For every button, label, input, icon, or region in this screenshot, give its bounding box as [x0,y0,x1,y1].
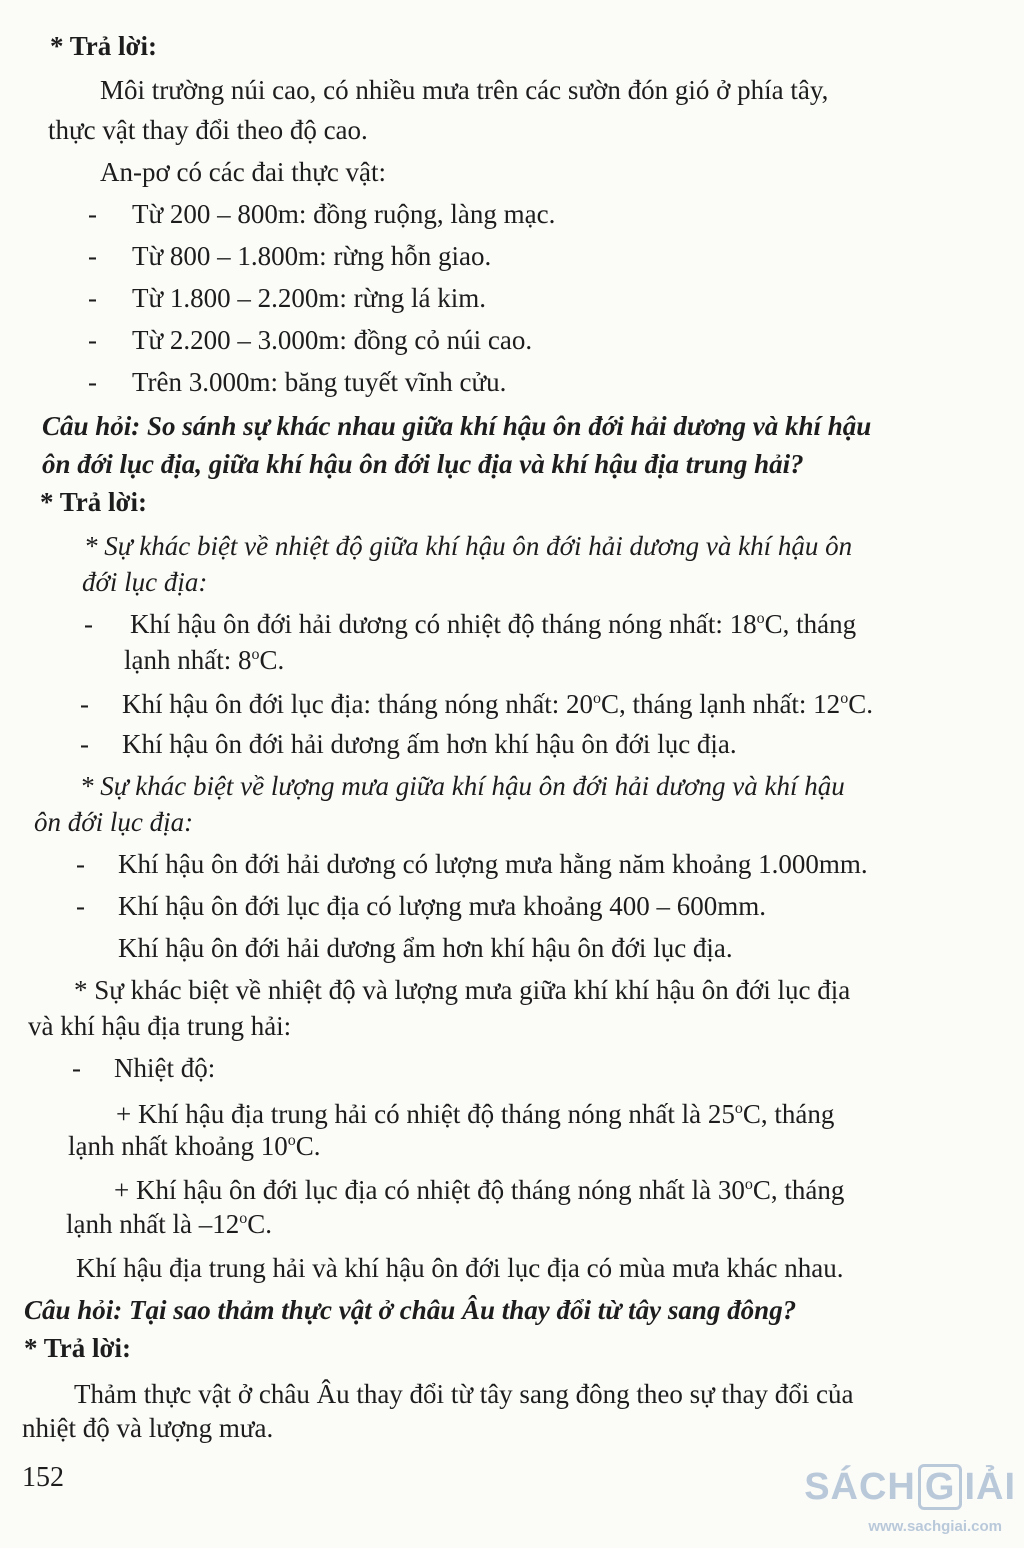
list-bullet: - [88,199,97,229]
section-title: * Sự khác biệt về nhiệt độ giữa khí hậu ôn đới hải dương và khí hậu ôn [84,531,853,561]
list-bullet: - [80,729,89,759]
list-bullet: - [88,367,97,397]
watermark-text: IẢI [964,1466,1016,1508]
paragraph-line: An-pơ có các đai thực vật: [100,157,387,187]
list-bullet: - [88,325,97,355]
degree-symbol: o [744,1176,753,1193]
list-item: Khí hậu ôn đới lục địa: tháng nóng nhất: 20$^o$C, tháng lạnh nhất: 12$^o$C. [122,689,873,719]
list-item: Từ 200 – 800m: đồng ruộng, làng mạc. [132,199,556,229]
page-number: 152 [22,1462,64,1493]
section-title: * Sự khác biệt về lượng mưa giữa khí hậu ôn đới hải dương và khí hậu [80,771,845,801]
paragraph-line: lạnh nhất khoảng 10$^o$C. [68,1131,321,1161]
watermark-logo [804,1464,1016,1510]
list-bullet: - [80,689,89,719]
section-title: đới lục địa: [82,567,208,597]
degree-symbol: o [592,690,601,707]
paragraph-line: Môi trường núi cao, có nhiều mưa trên các sườn đón gió ở phía tây, [100,75,829,105]
list-item: Từ 1.800 – 2.200m: rừng lá kim. [132,283,486,313]
list-bullet: - [72,1053,81,1083]
list-item: Khí hậu ôn đới hải dương có nhiệt độ tháng nóng nhất: 18$^o$C, tháng [130,609,857,639]
list-item: Khí hậu ôn đới lục địa có lượng mưa khoảng 400 – 600mm. [118,891,766,921]
degree-symbol: o [239,1210,248,1227]
list-item: Trên 3.000m: băng tuyết vĩnh cửu. [132,367,507,397]
answer-heading-2: * Trả lời: [40,487,147,517]
degree-symbol: o [734,1100,743,1117]
list-bullet: - [88,241,97,271]
degree-symbol: o [287,1132,296,1149]
list-bullet: - [76,891,85,921]
question-line: ôn đới lục địa, giữa khí hậu ôn đới lục địa và khí hậu địa trung hải? [42,449,804,479]
paragraph-line: Thảm thực vật ở châu Âu thay đổi từ tây sang đông theo sự thay đổi của [74,1379,854,1409]
degree-symbol: o [251,646,260,663]
degree-symbol: o [756,610,765,627]
paragraph-line: Khí hậu địa trung hải và khí hậu ôn đới lục địa có mùa mưa khác nhau. [76,1253,844,1283]
list-bullet: - [76,849,85,879]
paragraph-line: + Khí hậu địa trung hải có nhiệt độ tháng nóng nhất là 25$^o$C, tháng [116,1099,835,1129]
list-item: lạnh nhất: 8$^o$C. [124,645,285,675]
list-item: Khí hậu ôn đới hải dương có lượng mưa hằng năm khoảng 1.000mm. [118,849,868,879]
list-item: Từ 800 – 1.800m: rừng hỗn giao. [132,241,492,271]
list-bullet: - [84,609,93,639]
question-line: Câu hỏi: Tại sao thảm thực vật ở châu Âu thay đổi từ tây sang đông? [24,1295,797,1325]
paragraph-line: thực vật thay đổi theo độ cao. [48,115,368,145]
paragraph-line: nhiệt độ và lượng mưa. [22,1413,274,1443]
watermark-g-box: G [918,1464,963,1510]
watermark-url: www.sachgiai.com [868,1518,1002,1535]
list-item: Từ 2.200 – 3.000m: đồng cỏ núi cao. [132,325,533,355]
watermark-text: SÁCH [804,1466,916,1508]
paragraph-line: + Khí hậu ôn đới lục địa có nhiệt độ tháng nóng nhất là 30$^o$C, tháng [114,1175,845,1205]
paragraph-line: lạnh nhất là –12$^o$C. [66,1209,272,1239]
section-title: ôn đới lục địa: [34,807,194,837]
list-item: Khí hậu ôn đới hải dương ấm hơn khí hậu ôn đới lục địa. [122,729,737,759]
question-line: Câu hỏi: So sánh sự khác nhau giữa khí hậu ôn đới hải dương và khí hậu [42,411,872,441]
answer-heading-1: * Trả lời: [50,31,157,61]
list-bullet: - [88,283,97,313]
answer-heading-3: * Trả lời: [24,1333,131,1363]
section-title: * Sự khác biệt về nhiệt độ và lượng mưa giữa khí khí hậu ôn đới lục địa [74,975,851,1005]
degree-symbol: o [840,690,849,707]
list-item: Nhiệt độ: [114,1053,216,1083]
section-title: và khí hậu địa trung hải: [28,1011,292,1041]
paragraph-line: Khí hậu ôn đới hải dương ẩm hơn khí hậu ôn đới lục địa. [118,933,733,963]
